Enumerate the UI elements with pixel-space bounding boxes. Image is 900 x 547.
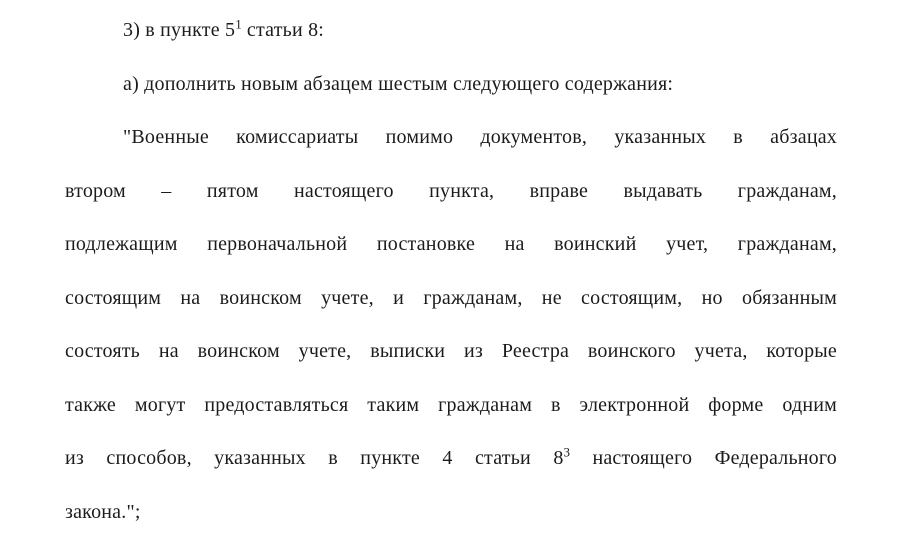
superscript-1: 1 <box>235 16 242 32</box>
clause-text: статьи 8: <box>241 19 325 41</box>
clause-text: "Военные комиссариаты помимо документов, указанных в абзацах <box>123 126 837 148</box>
body-line-7 <box>65 432 837 486</box>
clause-text: 3) в пункте 5 <box>123 19 236 41</box>
clause-text: настоящего Федерального <box>570 447 837 469</box>
body-line-6 <box>65 379 837 433</box>
body-line-1 <box>65 111 837 165</box>
clause-text: закона."; <box>65 500 141 523</box>
clause-text: подлежащим первоначальной постановке на воинский учет, гражданам, <box>65 233 837 255</box>
clause-text: из способов, указанных в пункте 4 статьи 8 <box>65 447 564 469</box>
clause-text: а) дополнить новым абзацем шестым следующего содержания: <box>123 72 674 95</box>
body-line-5 <box>65 325 837 379</box>
clause-text: также могут предоставляться таким гражданам в электронной форме одним <box>65 393 837 416</box>
clause-3-heading-line <box>65 4 837 58</box>
body-line-4 <box>65 272 837 326</box>
body-line-3 <box>65 218 837 272</box>
clause-text: втором – пятом настоящего пункта, вправе выдавать гражданам, <box>65 179 837 202</box>
clause-text: состоящим на воинском учете, и гражданам, не состоящим, но обязанным <box>65 286 837 309</box>
clause-text: состоять на воинском учете, выписки из Реестра воинского учета, которые <box>65 340 837 362</box>
subclause-a-line <box>65 58 837 112</box>
body-line-2 <box>65 165 837 219</box>
body-line-8-last <box>65 486 837 540</box>
superscript-3: 3 <box>563 444 571 460</box>
